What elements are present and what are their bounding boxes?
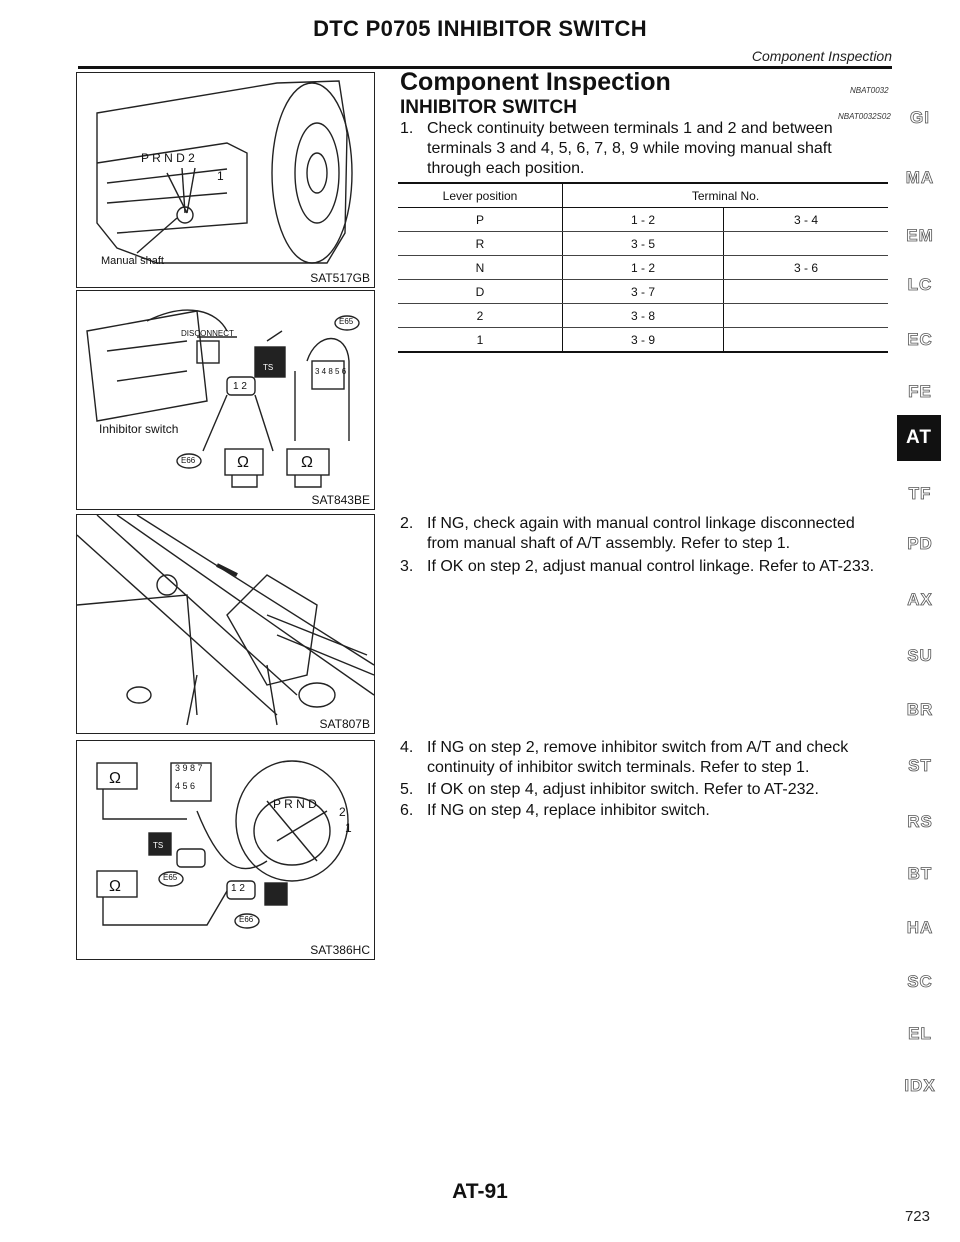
step-6 [400, 801, 888, 821]
cell-lever: N [398, 256, 563, 280]
tab-at[interactable]: AT [897, 415, 941, 461]
switch-position-2-label: 2 [339, 805, 346, 819]
cell-lever: 2 [398, 304, 563, 328]
tab-st[interactable]: ST [908, 756, 932, 775]
tab-em[interactable]: EM [906, 226, 934, 245]
step-number: 4. [400, 739, 414, 756]
table-row [398, 280, 888, 304]
step-number: 5. [400, 781, 414, 798]
inhibitor-switch-label: Inhibitor switch [99, 422, 179, 436]
cell-terminal-b: 3 - 4 [724, 208, 889, 232]
figure-code: SAT807B [319, 717, 370, 731]
terminal-table [398, 182, 888, 353]
figure-control-linkage [76, 514, 375, 734]
tab-rs[interactable]: RS [907, 812, 933, 831]
cell-terminal-a: 3 - 7 [563, 280, 724, 304]
svg-text:Ω: Ω [301, 454, 313, 471]
header-lever-position: Lever position [398, 183, 563, 208]
cell-terminal-a: 3 - 5 [563, 232, 724, 256]
subheading-ref-code: NBAT0032S02 [838, 112, 891, 121]
ts-label: TS [263, 363, 274, 372]
cell-terminal-a: 3 - 8 [563, 304, 724, 328]
cell-lever: R [398, 232, 563, 256]
page-number: 723 [904, 1208, 930, 1225]
figure-switch-terminals [76, 740, 375, 960]
terminals-upper-label: 3 9 8 7 [175, 763, 203, 773]
figure-code: SAT386HC [310, 943, 370, 957]
step-1 [400, 119, 888, 179]
cell-terminal-a: 1 - 2 [563, 208, 724, 232]
page-title: DTC P0705 INHIBITOR SWITCH [313, 16, 647, 41]
position-1-label: 1 [217, 169, 224, 183]
page-label: AT-91 [452, 1180, 508, 1203]
figure-inhibitor-switch-connector [76, 290, 375, 510]
cell-lever: P [398, 208, 563, 232]
step-text: Check continuity between terminals 1 and 2 and between terminals 3 and 4, 5, 6, 7, 8, 9 while moving manual shaft through each position. [427, 120, 833, 177]
switch-position-1-label: 1 [345, 821, 352, 835]
figure-code: SAT843BE [311, 493, 370, 507]
step-number: 2. [400, 515, 414, 532]
connector-drawing [77, 291, 374, 509]
cell-terminal-b [724, 328, 889, 353]
figure-code: SAT517GB [310, 271, 370, 285]
shift-positions-label: P R N D 2 [141, 151, 195, 165]
step-text: If NG on step 4, replace inhibitor switch. [427, 802, 710, 819]
tab-tf[interactable]: TF [908, 484, 932, 503]
linkage-drawing [77, 515, 374, 733]
cell-lever: 1 [398, 328, 563, 353]
tab-br[interactable]: BR [906, 700, 934, 719]
step-number: 1. [400, 120, 414, 137]
tab-bt[interactable]: BT [907, 864, 933, 883]
component-inspection-heading: Component Inspection [400, 68, 671, 96]
terminals-lower-label: 4 5 6 [175, 781, 196, 791]
header-terminal-no: Terminal No. [563, 183, 889, 208]
tab-ec[interactable]: EC [907, 330, 933, 349]
tab-su[interactable]: SU [907, 646, 933, 665]
section-header: Component Inspection [751, 48, 892, 64]
step-number: 6. [400, 802, 414, 819]
connector-e65-label: E65 [163, 873, 178, 882]
tab-ma[interactable]: MA [905, 168, 935, 187]
disconnect-label: DISCONNECT [181, 329, 234, 338]
tab-pd[interactable]: PD [907, 534, 933, 553]
tab-lc[interactable]: LC [907, 275, 933, 294]
step-number: 3. [400, 558, 414, 575]
connector-e66-label: E66 [181, 456, 196, 465]
connector-e66-label: E66 [239, 915, 254, 924]
tab-el[interactable]: EL [908, 1024, 932, 1043]
step-text: If NG, check again with manual control linkage disconnected from manual shaft of A/T assembly. Refer to step 1. [427, 515, 855, 552]
cell-terminal-b [724, 232, 889, 256]
terminals-12-label: 1 2 [231, 883, 245, 894]
tab-sc[interactable]: SC [907, 972, 933, 991]
table-row [398, 256, 888, 280]
step-text: If OK on step 2, adjust manual control linkage. Refer to AT-233. [427, 558, 875, 575]
inhibitor-switch-subheading: INHIBITOR SWITCH [400, 97, 577, 118]
figure-transmission-manual-shaft [76, 72, 375, 288]
tab-ha[interactable]: HA [906, 918, 934, 937]
heading-ref-code: NBAT0032 [850, 86, 889, 95]
connector-e65-label: E65 [339, 317, 354, 326]
terminals-12-label: 1 2 [233, 381, 247, 392]
table-row [398, 208, 888, 232]
table-row [398, 328, 888, 353]
switch-terminals-drawing [77, 741, 374, 959]
terminals-multi-label: 3 4 8 5 6 [315, 367, 347, 376]
table-row [398, 232, 888, 256]
svg-text:Ω: Ω [109, 878, 121, 895]
tab-idx[interactable]: IDX [904, 1076, 936, 1095]
cell-terminal-a: 1 - 2 [563, 256, 724, 280]
svg-text:Ω: Ω [109, 770, 121, 787]
table-row [398, 304, 888, 328]
cell-terminal-b [724, 304, 889, 328]
tab-ax[interactable]: AX [907, 590, 933, 609]
tab-fe[interactable]: FE [908, 382, 932, 401]
cell-terminal-a: 3 - 9 [563, 328, 724, 353]
step-2 [400, 514, 888, 554]
cell-terminal-b: 3 - 6 [724, 256, 889, 280]
step-text: If NG on step 2, remove inhibitor switch from A/T and check continuity of inhibitor switch terminals. Refer to step 1. [427, 739, 849, 776]
step-4 [400, 738, 888, 778]
switch-positions-label: P R N D [273, 797, 317, 811]
svg-text:Ω: Ω [237, 454, 249, 471]
cell-terminal-b [724, 280, 889, 304]
step-3 [400, 557, 888, 577]
ts-label: TS [153, 841, 164, 850]
step-text: If OK on step 4, adjust inhibitor switch. Refer to AT-232. [427, 781, 819, 798]
step-5 [400, 780, 888, 800]
cell-lever: D [398, 280, 563, 304]
manual-shaft-label: Manual shaft [101, 255, 164, 267]
tab-gi[interactable]: GI [910, 108, 930, 127]
